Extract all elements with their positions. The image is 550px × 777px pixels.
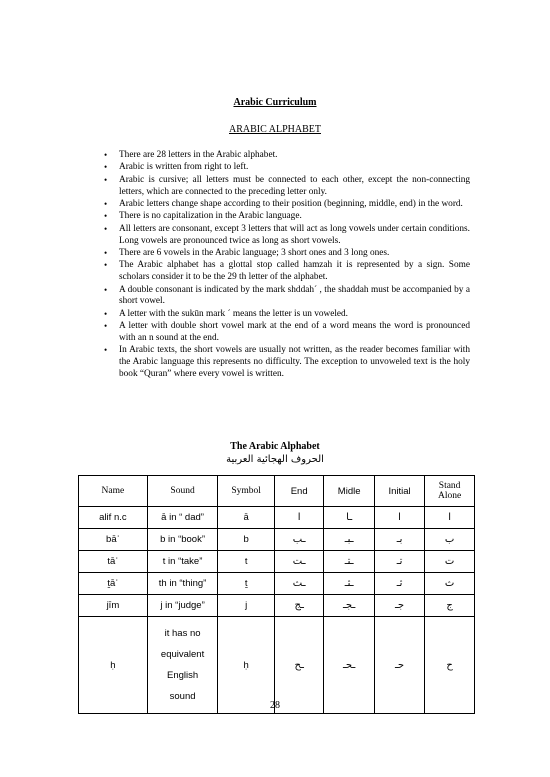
bullet-item: • There are 6 vowels in the Arabic language; 3 short ones and 3 long ones. <box>104 248 470 260</box>
bullet-item: • There are 28 letters in the Arabic alphabet. <box>104 150 470 162</box>
cell-name: tāʾ <box>79 551 148 573</box>
table-row <box>79 529 475 551</box>
table-row <box>79 617 475 714</box>
cell-symbol: ḥ <box>218 617 275 714</box>
header-name: Name <box>79 476 148 507</box>
header-sound: Sound <box>147 476 218 507</box>
cell-initial: بـ <box>374 529 424 551</box>
header-initial: Initial <box>374 476 424 507</box>
cell-middle: ـحـ <box>324 617 374 714</box>
cell-middle: ـتـ <box>324 551 374 573</box>
bullet-item: • The Arabic alphabet has a glottal stop called hamzah it is represented by a sign. Some scholars consider it to be the 29 th letter of the alphabet. <box>104 260 470 284</box>
cell-symbol: b <box>218 529 275 551</box>
cell-end: ـب <box>274 529 323 551</box>
document-title: Arabic Curriculum <box>233 97 317 108</box>
cell-initial: حـ <box>374 617 424 714</box>
cell-end: ـث <box>274 573 323 595</box>
bullet-item: • In Arabic texts, the short vowels are usually not written, as the reader becomes familiar with the Arabic language this represents no difficulty. The exception to unvoweled text is the holy book “Quran” where every vowel is written. <box>104 345 470 380</box>
cell-end: ـح <box>274 617 323 714</box>
cell-name: ḥ <box>79 617 148 714</box>
cell-middle: ـثـ <box>324 573 374 595</box>
header-end: End <box>274 476 323 507</box>
cell-sound <box>147 617 218 714</box>
cell-sound-line: equivalent <box>160 649 205 660</box>
table-row <box>79 507 475 529</box>
cell-sound: th in “thing” <box>147 573 218 595</box>
bullet-item: • There is no capitalization in the Arabic language. <box>104 211 470 223</box>
cell-middle: ـبـ <box>324 529 374 551</box>
cell-sound-line: it has no <box>164 628 201 639</box>
header-middle: Midle <box>324 476 374 507</box>
cell-symbol: j <box>218 595 275 617</box>
cell-symbol: ṯ <box>218 573 275 595</box>
cell-alone: ث <box>425 573 475 595</box>
cell-symbol: ā <box>218 507 275 529</box>
cell-initial: ثـ <box>374 573 424 595</box>
bullet-list <box>104 150 470 381</box>
cell-initial: تـ <box>374 551 424 573</box>
cell-initial: جـ <box>374 595 424 617</box>
bullet-item: • Arabic letters change shape according to their position (beginning, middle, end) in the word. <box>104 199 470 211</box>
table-row <box>79 573 475 595</box>
cell-sound: j in “judge” <box>147 595 218 617</box>
cell-sound: t in “take” <box>147 551 218 573</box>
cell-middle: ـجـ <box>324 595 374 617</box>
cell-symbol: t <box>218 551 275 573</box>
table-subtitle-arabic: الحروف الهجائية العربية <box>226 454 324 465</box>
cell-sound: b in “book” <box>147 529 218 551</box>
cell-middle: ـا <box>324 507 374 529</box>
page-number: 28 <box>270 700 280 711</box>
cell-name: bāʾ <box>79 529 148 551</box>
cell-name: alif n.c <box>79 507 148 529</box>
cell-sound-line: English <box>166 670 199 681</box>
table-header-row <box>79 476 475 507</box>
bullet-item: • A double consonant is indicated by the mark shddah´ , the shaddah must be accompanied by a short vowel. <box>104 285 470 309</box>
cell-end: ا <box>274 507 323 529</box>
alphabet-table <box>78 475 475 714</box>
table-row <box>79 595 475 617</box>
cell-alone: ح <box>425 617 475 714</box>
cell-sound: ā in “ dad” <box>147 507 218 529</box>
cell-end: ـت <box>274 551 323 573</box>
cell-alone: ت <box>425 551 475 573</box>
cell-alone: ب <box>425 529 475 551</box>
cell-name: ṯāʾ <box>79 573 148 595</box>
bullet-item: • A letter with the sukūn mark ´ means the letter is un voweled. <box>104 309 470 321</box>
cell-sound-line: sound <box>169 691 196 702</box>
bullet-item: • Arabic is cursive; all letters must be connected to each other, except the non-connecting letters, which are connected to the preceding letter only. <box>104 175 470 199</box>
cell-alone: ا <box>425 507 475 529</box>
header-symbol: Symbol <box>218 476 275 507</box>
cell-end: ـج <box>274 595 323 617</box>
table-title: The Arabic Alphabet <box>230 441 320 452</box>
table-row <box>79 551 475 573</box>
bullet-item: • All letters are consonant, except 3 letters that will act as long vowels under certain conditions. Long vowels are pronounced twice as long as short vowels. <box>104 224 470 248</box>
cell-alone: ج <box>425 595 475 617</box>
bullet-item: • Arabic is written from right to left. <box>104 162 470 174</box>
bullet-item: • A letter with double short vowel mark at the end of a word means the word is pronounced with an n sound at the end. <box>104 321 470 345</box>
header-stand-alone: Stand Alone <box>425 476 475 507</box>
cell-name: jīm <box>79 595 148 617</box>
cell-initial: ا <box>374 507 424 529</box>
document-subtitle: ARABIC ALPHABET <box>229 124 321 135</box>
